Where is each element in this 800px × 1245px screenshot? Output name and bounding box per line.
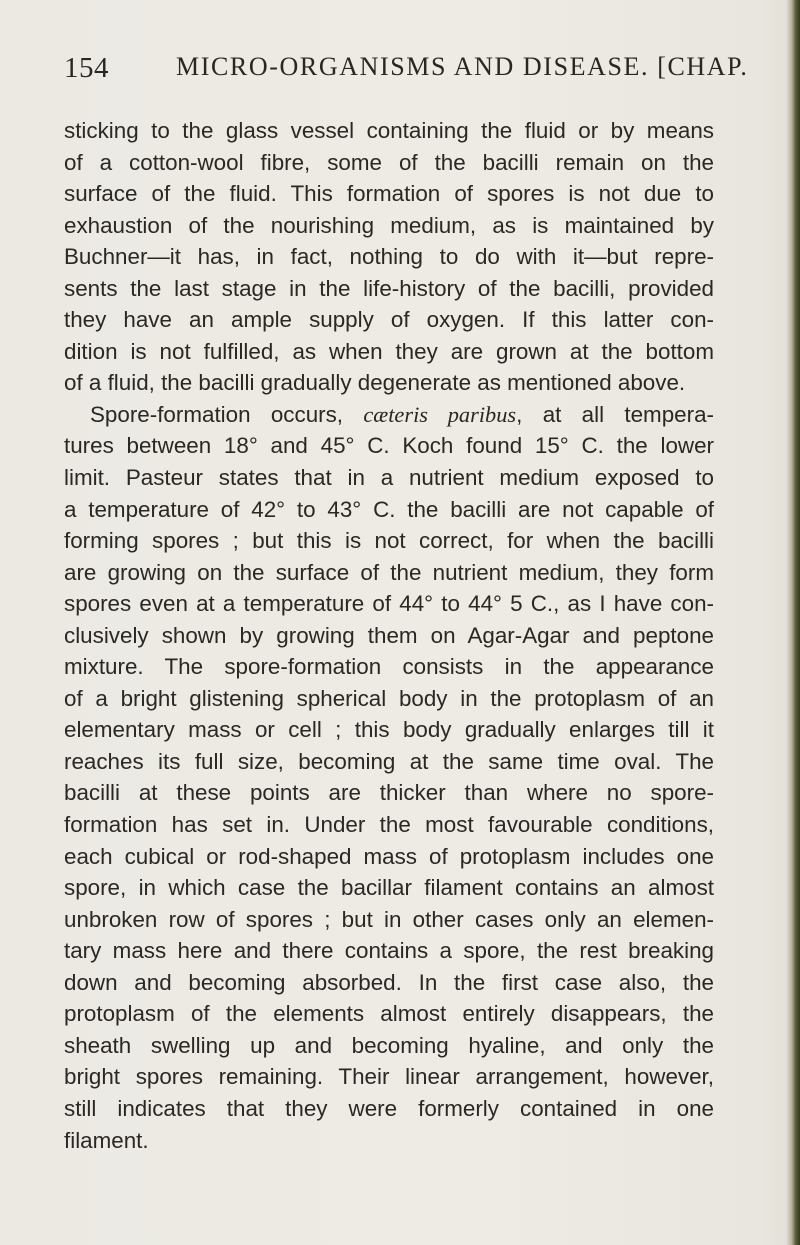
- text-line: elementary mass or cell ; this body gradually enlarges till it: [64, 717, 714, 743]
- text-line: reaches its full size, becoming at the same time oval. The: [64, 748, 714, 774]
- text-line: of a bright glistening spherical body in the protoplasm of an: [64, 685, 714, 711]
- text-line: mixture. The spore-formation consists in the appearance: [64, 654, 714, 680]
- text-fragment: Spore-formation occurs,: [90, 401, 344, 427]
- text-line: spores even at a temperature of 44° to 44° 5 C., as I have con-: [64, 591, 714, 617]
- text-line: bacilli at these points are thicker than where no spore-: [64, 780, 714, 806]
- text-line: are growing on the surface of the nutrient medium, they form: [64, 559, 714, 585]
- italic-phrase: cæteris paribus: [363, 401, 517, 427]
- text-line: sticking to the glass vessel containing the fluid or by means: [64, 118, 714, 143]
- text-line: down and becoming absorbed. In the first case also, the: [64, 969, 714, 995]
- text-line: limit. Pasteur states that in a nutrient medium exposed to: [64, 465, 714, 491]
- text-line: each cubical or rod-shaped mass of protoplasm includes one: [64, 843, 714, 869]
- text-line: bright spores remaining. Their linear arrangement, however,: [64, 1064, 714, 1090]
- text-line: surface of the fluid. This formation of spores is not due to: [64, 181, 714, 207]
- text-line: sents the last stage in the life-history of the bacilli, provided: [64, 275, 714, 301]
- page-edge-shadow: [786, 0, 800, 1245]
- text-line: sheath swelling up and becoming hyaline, and only the: [64, 1032, 714, 1058]
- text-line: formation has set in. Under the most favourable conditions,: [64, 812, 714, 838]
- body-paragraphs: [64, 115, 714, 1156]
- text-line: of a cotton-wool fibre, some of the bacilli remain on the: [64, 149, 714, 175]
- running-header: [64, 52, 749, 92]
- text-line: still indicates that they were formerly contained in one: [64, 1095, 714, 1121]
- text-line: forming spores ; but this is not correct, for when the bacilli: [64, 528, 714, 554]
- text-line: they have an ample supply of oxygen. If this latter con-: [64, 307, 714, 333]
- text-line: tary mass here and there contains a spore, the rest breaking: [64, 938, 714, 964]
- page-number: 154: [64, 52, 109, 84]
- text-fragment: , at all tempera-: [516, 401, 714, 427]
- text-line: tures between 18° and 45° C. Koch found 15° C. the lower: [64, 433, 714, 459]
- text-line: dition is not fulfilled, as when they are grown at the bottom: [64, 338, 714, 364]
- text-line-with-italic: [64, 399, 714, 431]
- text-line: of a fluid, the bacilli gradually degenerate as mentioned above.: [64, 370, 686, 396]
- text-line: filament.: [64, 1127, 149, 1153]
- text-line: protoplasm of the elements almost entirely disappears, the: [64, 1001, 714, 1027]
- text-line: Buchner—it has, in fact, nothing to do with it—but repre-: [64, 244, 714, 270]
- text-line: spore, in which case the bacillar filament contains an almost: [64, 875, 714, 901]
- running-title: MICRO-ORGANISMS AND DISEASE. [CHAP.: [176, 52, 749, 81]
- text-line: a temperature of 42° to 43° C. the bacilli are not capable of: [64, 496, 714, 522]
- text-line: clusively shown by growing them on Agar-Agar and peptone: [64, 622, 714, 648]
- text-line: unbroken row of spores ; but in other cases only an elemen-: [64, 906, 714, 932]
- text-line: exhaustion of the nourishing medium, as is maintained by: [64, 212, 714, 238]
